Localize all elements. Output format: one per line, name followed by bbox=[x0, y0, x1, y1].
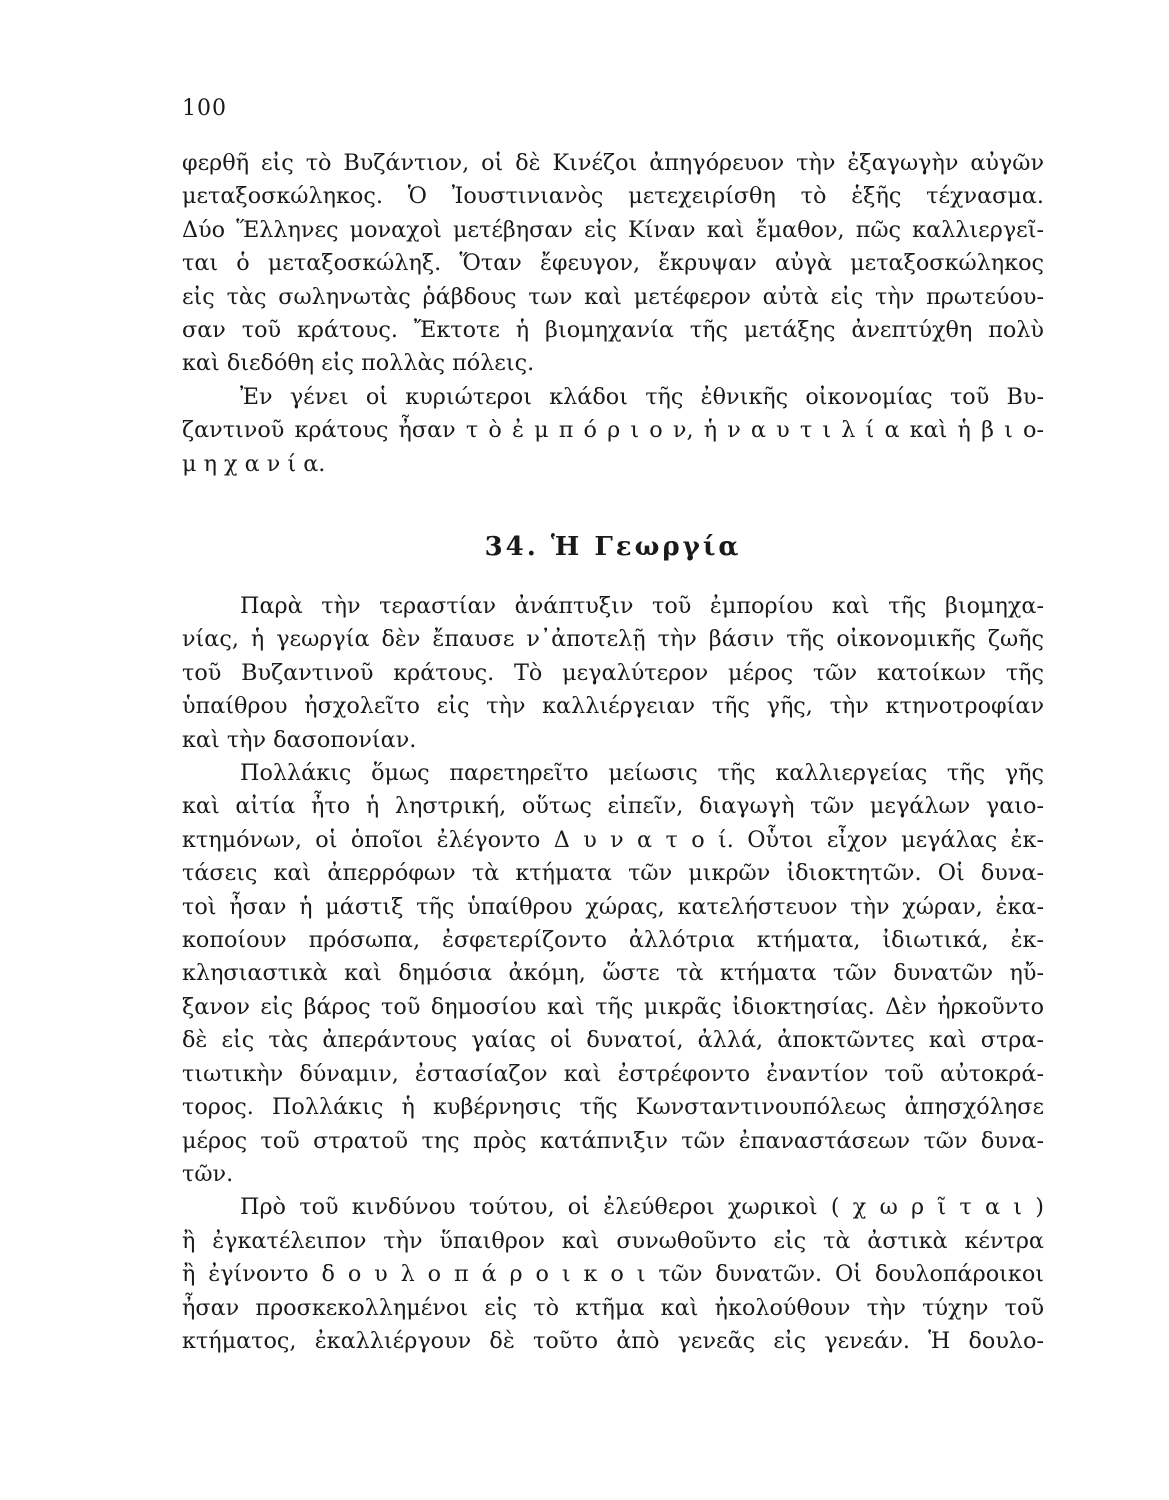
text-line: Ἐν γένει οἱ κυριώτεροι κλάδοι τῆς ἐθνικῆς οἰκονομίας τοῦ Βυ- bbox=[240, 383, 1044, 410]
text-line: ἢ ἐγκατέλειπον τὴν ὕπαιθρον καὶ συνωθοῦντο εἰς τὰ ἀστικὰ κέντρα bbox=[182, 1227, 1044, 1254]
text-line: τάσεις καὶ ἀπερρόφων τὰ κτήματα τῶν μικρῶν ἰδιοκτητῶν. Οἱ δυνα- bbox=[182, 860, 1044, 887]
intro-text bbox=[182, 147, 1044, 481]
text-line: κοποίουν πρόσωπα, ἐσφετερίζοντο ἀλλότρια κτήματα, ἰδιωτικά, ἐκ- bbox=[182, 927, 1044, 954]
text-line: κτημόνων, οἱ ὁποῖοι ἐλέγοντο Δ υ ν α τ ο ί. Οὗτοι εἶχον μεγάλας ἐκ- bbox=[182, 826, 1044, 853]
text-line: καὶ αἰτία ἦτο ἡ ληστρική, οὕτως εἰπεῖν, διαγωγὴ τῶν μεγάλων γαιο- bbox=[182, 793, 1044, 820]
text-line: Δύο Ἕλληνες μοναχοὶ μετέβησαν εἰς Κίναν καὶ ἔμαθον, πῶς καλλιεργεῖ- bbox=[182, 216, 1044, 243]
text-line: κλησιαστικὰ καὶ δημόσια ἀκόμη, ὥστε τὰ κτήματα τῶν δυνατῶν ηὔ- bbox=[182, 960, 1044, 987]
text-line: φερθῆ εἰς τὸ Βυζάντιον, οἱ δὲ Κινέζοι ἀπηγόρευον τὴν ἐξαγωγὴν αὐγῶν bbox=[182, 150, 1044, 176]
text-line: τῶν. bbox=[182, 1160, 234, 1187]
text-line: ἦσαν προσκεκολλημένοι εἰς τὸ κτῆμα καὶ ἠκολούθουν τὴν τύχην τοῦ bbox=[182, 1294, 1044, 1321]
text-line: τιωτικὴν δύναμιν, ἐστασίαζον καὶ ἐστρέφοντο ἐναντίον τοῦ αὐτοκρά- bbox=[182, 1060, 1044, 1087]
text-line: νίας, ἡ γεωργία δὲν ἔπαυσε ν᾿ἀποτελῇ τὴν βάσιν τῆς οἰκονομικῆς ζωῆς bbox=[182, 626, 1044, 653]
text-line: δὲ εἰς τὰς ἀπεράντους γαίας οἱ δυνατοί, ἀλλά, ἀποκτῶντες καὶ στρα- bbox=[182, 1027, 1044, 1054]
text-line: ὑπαίθρου ἠσχολεῖτο εἰς τὴν καλλιέργειαν τῆς γῆς, τὴν κτηνοτροφίαν bbox=[182, 693, 1044, 720]
text-line: μέρος τοῦ στρατοῦ της πρὸς κατάπνιξιν τῶν ἐπαναστάσεων τῶν δυνα- bbox=[182, 1127, 1044, 1154]
text-line: καὶ διεδόθη εἰς πολλὰς πόλεις. bbox=[182, 350, 535, 377]
text-line: τοὶ ἦσαν ἡ μάστιξ τῆς ὑπαίθρου χώρας, κατελήστευον τὴν χώραν, ἐκα- bbox=[182, 893, 1044, 920]
text-line: σαν τοῦ κράτους. Ἔκτοτε ἡ βιομηχανία τῆς μετάξης ἀνεπτύχθη πολὺ bbox=[182, 317, 1044, 344]
text-line: Πρὸ τοῦ κινδύνου τούτου, οἱ ἐλεύθεροι χωρικοὶ ( χ ω ρ ῖ τ α ι ) bbox=[240, 1194, 1044, 1221]
text-line: ται ὁ μεταξοσκώληξ. Ὅταν ἔφευγον, ἔκρυψαν αὐγὰ μεταξοσκώληκος bbox=[182, 250, 1044, 277]
text-line: ἢ ἐγίνοντο δ ο υ λ ο π ά ρ ο ι κ ο ι τῶν δυνατῶν. Οἱ δουλοπάροικοι bbox=[182, 1261, 1044, 1288]
text-line: τοῦ Βυζαντινοῦ κράτους. Τὸ μεγαλύτερον μέρος τῶν κατοίκων τῆς bbox=[182, 659, 1044, 686]
page-number: 100 bbox=[182, 96, 227, 121]
text-line: μ η χ α ν ί α. bbox=[182, 450, 326, 477]
text-line: κτήματος, ἐκαλλιέργουν δὲ τοῦτο ἀπὸ γενεᾶς εἰς γενεάν. Ἡ δουλο- bbox=[182, 1327, 1044, 1354]
text-line: εἰς τὰς σωληνωτὰς ῥάβδους των καὶ μετέφερον αὐτὰ εἰς τὴν πρωτεύου- bbox=[182, 283, 1044, 310]
text-line: καὶ τὴν δασοπονίαν. bbox=[182, 726, 417, 753]
text-line: Παρὰ τὴν τεραστίαν ἀνάπτυξιν τοῦ ἐμπορίου καὶ τῆς βιομηχα- bbox=[240, 593, 1044, 619]
section-heading: 34. Ἡ Γεωργία bbox=[484, 532, 742, 562]
text-line: Πολλάκις ὅμως παρετηρεῖτο μείωσις τῆς καλλιεργείας τῆς γῆς bbox=[240, 760, 1044, 787]
text-line: τορος. Πολλάκις ἡ κυβέρνησις τῆς Κωνσταντινουπόλεως ἀπησχόλησε bbox=[182, 1094, 1044, 1121]
text-line: μεταξοσκώληκος. Ὁ Ἰουστινιανὸς μετεχειρίσθη τὸ ἑξῆς τέχνασμα. bbox=[182, 183, 1044, 210]
text-line: ξανον εἰς βάρος τοῦ δημοσίου καὶ τῆς μικρᾶς ἰδιοκτησίας. Δὲν ἠρκοῦντο bbox=[182, 993, 1044, 1020]
text-line: ζαντινοῦ κράτους ἦσαν τ ὸ ἐ μ π ό ρ ι ο ν, ἡ ν α υ τ ι λ ί α καὶ ἡ β ι ο- bbox=[182, 417, 1044, 444]
section-body bbox=[182, 590, 1044, 1358]
